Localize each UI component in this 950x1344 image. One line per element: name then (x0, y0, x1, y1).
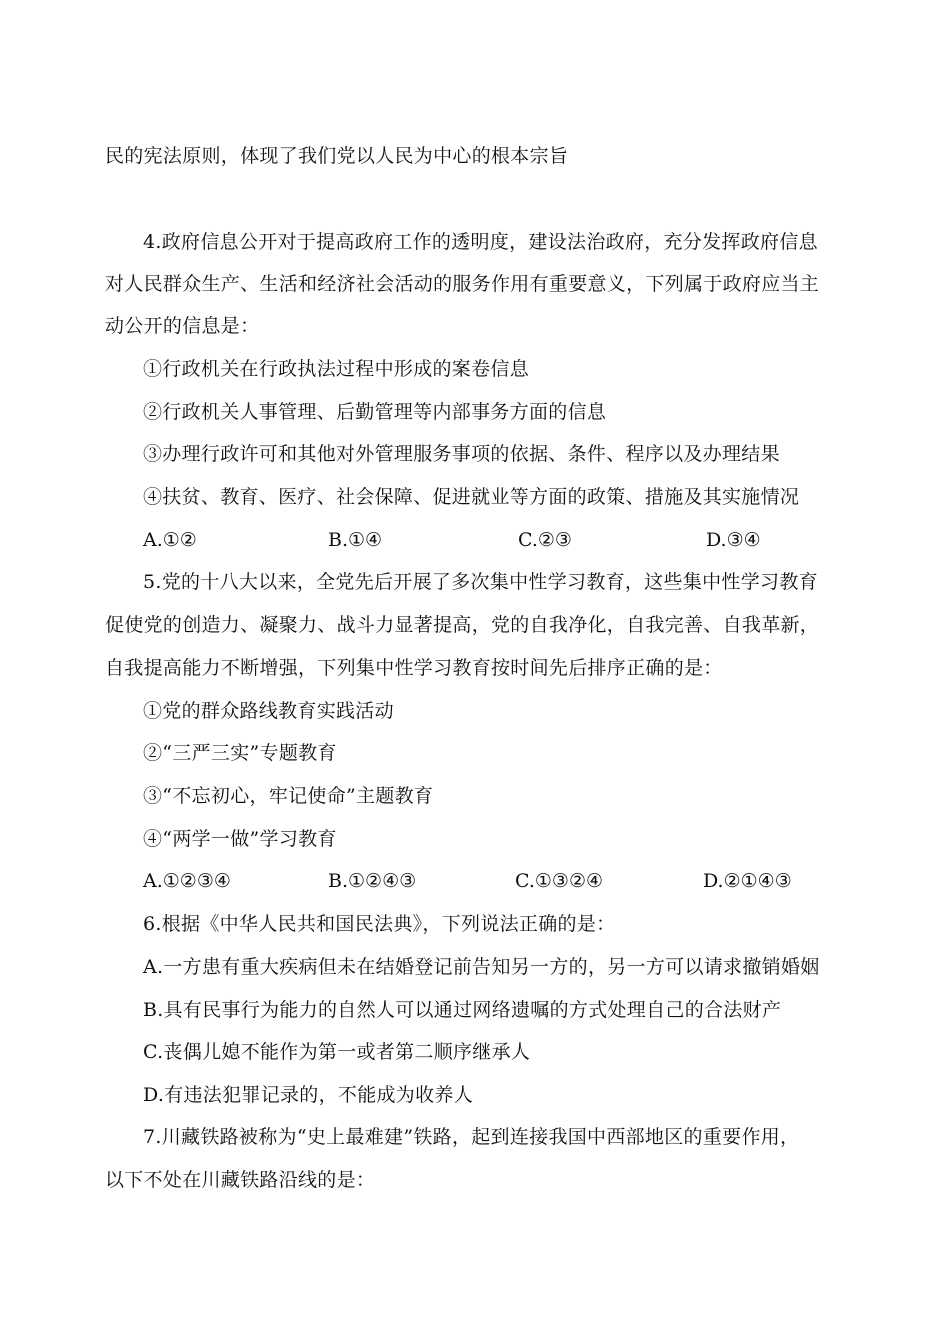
q5-stem-line-2: 促使党的创造力、凝聚力、战斗力显著提高，党的自我净化，自我完善、自我革新， (105, 614, 820, 636)
q4-option-a: A.①② (143, 529, 197, 551)
q4-options (143, 527, 863, 553)
continuation-text: 民的宪法原则，体现了我们党以人民为中心的根本宗旨 (105, 145, 569, 167)
q5-item-2: ②“三严三实”专题教育 (143, 742, 337, 764)
q5-option-b: B.①②④③ (328, 870, 417, 892)
q5-stem-line-1: 5.党的十八大以来，全党先后开展了多次集中性学习教育，这些集中性学习教育 (143, 571, 818, 593)
q5-stem-line-3: 自我提高能力不断增强，下列集中性学习教育按时间先后排序正确的是： (105, 657, 723, 679)
q5-option-a: A.①②③④ (143, 870, 231, 892)
q7-stem-line-1: 7.川藏铁路被称为“史上最难建”铁路，起到连接我国中西部地区的重要作用， (143, 1126, 800, 1148)
q4-option-b: B.①④ (328, 529, 383, 551)
q5-option-c: C.①③②④ (515, 870, 604, 892)
q6-choice-c: C.丧偶儿媳不能作为第一或者第二顺序继承人 (143, 1041, 531, 1063)
q5-options (143, 868, 863, 894)
q5-item-1: ①党的群众路线教育实践活动 (143, 700, 394, 722)
q4-item-3: ③办理行政许可和其他对外管理服务事项的依据、条件、程序以及办理结果 (143, 443, 780, 465)
q4-item-4: ④扶贫、教育、医疗、社会保障、促进就业等方面的政策、措施及其实施情况 (143, 486, 800, 508)
q7-stem-line-2: 以下不处在川藏铁路沿线的是： (105, 1169, 376, 1191)
q5-item-3: ③“不忘初心，牢记使命”主题教育 (143, 785, 434, 807)
q5-option-d: D.②①④③ (703, 870, 792, 892)
q4-stem-line-3: 动公开的信息是： (105, 315, 260, 337)
q6-choice-d: D.有违法犯罪记录的，不能成为收养人 (143, 1084, 473, 1106)
q6-choice-a: A.一方患有重大疾病但未在结婚登记前告知另一方的，另一方可以请求撤销婚姻 (143, 956, 820, 978)
q4-stem-line-2: 对人民群众生产、生活和经济社会活动的服务作用有重要意义，下列属于政府应当主 (105, 273, 820, 295)
q6-stem: 6.根据《中华人民共和国民法典》，下列说法正确的是： (143, 913, 616, 935)
q4-option-d: D.③④ (706, 529, 761, 551)
q4-item-1: ①行政机关在行政执法过程中形成的案卷信息 (143, 358, 530, 380)
q6-choice-b: B.具有民事行为能力的自然人可以通过网络遗嘱的方式处理自己的合法财产 (143, 999, 782, 1021)
q4-item-2: ②行政机关人事管理、后勤管理等内部事务方面的信息 (143, 401, 607, 423)
q5-item-4: ④“两学一做”学习教育 (143, 828, 337, 850)
q4-option-c: C.②③ (518, 529, 572, 551)
q4-stem-line-1: 4.政府信息公开对于提高政府工作的透明度，建设法治政府，充分发挥政府信息 (143, 231, 818, 253)
